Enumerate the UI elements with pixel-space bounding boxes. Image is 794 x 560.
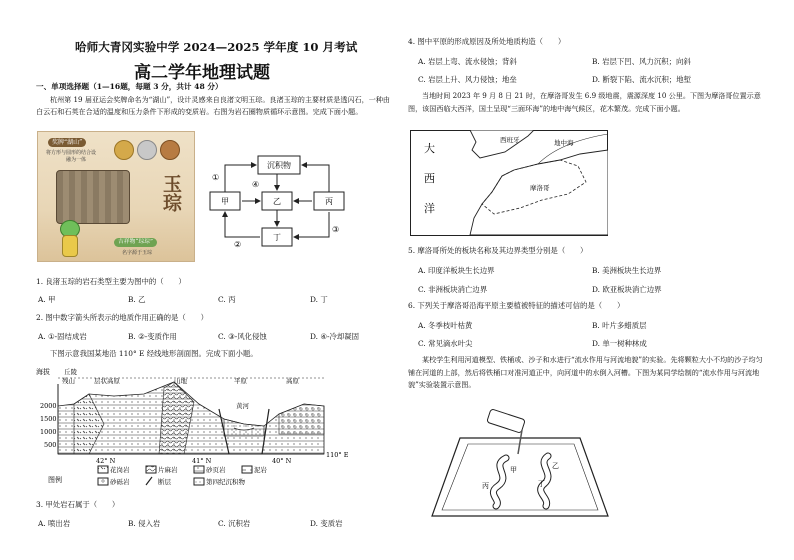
q1-option-d[interactable]: D. 丁 [310, 295, 328, 304]
intro-paragraph-3: 当地时间 2023 年 9 月 8 日 21 时，在摩洛哥发生 6.9 级地震，震源深度 10 公里。下图为摩洛哥位置示意图，该国西临大西洋，国土呈现“三面环海”的地中海气候区，花木繁茂。完成下面小题。 [408, 91, 761, 113]
section-heading: 一、单项选择题（1—16题，每题 3 分，共计 48 分） [36, 82, 223, 91]
svg-text:1000: 1000 [40, 428, 57, 436]
q6-option-a[interactable]: A. 冬季枝叶枯黄 [418, 321, 473, 330]
q5-option-b[interactable]: B. 美洲板块生长边界 [592, 266, 662, 275]
q5-option-c[interactable]: C. 非洲板块消亡边界 [418, 285, 488, 294]
atlantic-label-3: 洋 [424, 202, 435, 215]
q1-option-b[interactable]: B. 乙 [128, 295, 146, 304]
q4-option-b[interactable]: B. 岩层下凹、风力沉积；向斜 [592, 57, 691, 66]
exp-label-bing: 丙 [482, 482, 489, 490]
svg-text:①: ① [212, 173, 220, 182]
node-ding: 丁 [273, 233, 281, 242]
q6-option-d[interactable]: D. 单一树种林成 [592, 339, 647, 348]
q6-option-b[interactable]: B. 叶片多蜡质层 [592, 321, 647, 330]
svg-text:山地: 山地 [174, 377, 187, 385]
rock-cycle-diagram [204, 152, 364, 252]
svg-text:②: ② [234, 240, 242, 249]
q1-option-c[interactable]: C. 丙 [218, 295, 236, 304]
q6-option-c[interactable]: C. 常见滴水叶尖 [418, 339, 473, 348]
svg-text:片麻岩: 片麻岩 [158, 466, 178, 474]
mediterranean-label: 地中海 [554, 139, 574, 147]
intro-paragraph-2: 下图示意我国某地沿 110° E 经线地形剖面图。完成下面小题。 [50, 349, 258, 358]
bucket-icon [487, 409, 526, 433]
svg-text:2000: 2000 [40, 402, 57, 410]
svg-text:1500: 1500 [40, 415, 57, 423]
exp-label-ding: 丁 [538, 480, 545, 488]
exam-title: 哈师大青冈实验中学 2024—2025 学年度 10 月考试 [75, 40, 358, 54]
q2-option-a[interactable]: A. ①-固结成岩 [38, 332, 87, 341]
svg-text:平原: 平原 [234, 377, 247, 385]
q2-option-d[interactable]: D. ④-冷却凝固 [310, 332, 360, 341]
svg-text:砂砾岩: 砂砾岩 [110, 478, 130, 486]
river-experiment-diagram [420, 408, 620, 526]
q4-stem: 4. 图中平原的形成原因及所处地质构造（ ） [408, 37, 566, 46]
svg-text:泥岩: 泥岩 [254, 466, 267, 474]
mascot-sub: 名字源于玉琮 [122, 250, 153, 256]
svg-text:图例: 图例 [48, 476, 62, 484]
morocco-map [410, 130, 608, 236]
svg-text:40° N: 40° N [272, 457, 292, 465]
q2-option-b[interactable]: B. ②-变质作用 [128, 332, 177, 341]
jade-cong-artifact [56, 170, 130, 224]
svg-text:110° E: 110° E [326, 451, 349, 459]
svg-text:第四纪沉积物: 第四纪沉积物 [206, 478, 245, 486]
exam-subtitle: 高二学年地理试题 [134, 63, 270, 83]
q6-stem: 6. 下列关于摩洛哥沿海平原主要植被特征的描述可信的是（ ） [408, 301, 625, 310]
q5-option-d[interactable]: D. 欧亚板块消亡边界 [592, 285, 662, 294]
svg-text:丘陵: 丘陵 [64, 368, 77, 376]
svg-text:砂页岩: 砂页岩 [206, 466, 226, 474]
q3-stem: 3. 甲处岩石属于（ ） [36, 500, 120, 509]
spain-label: 西班牙 [500, 136, 520, 144]
poster-medal-label: 奖牌“湖山” [48, 138, 86, 147]
q3-option-d[interactable]: D. 变质岩 [310, 519, 343, 528]
atlantic-label-2: 西 [424, 172, 435, 185]
q4-option-c[interactable]: C. 岩层上升、风力侵蚀；地垒 [418, 75, 517, 84]
geologic-profile [34, 364, 364, 492]
intro-paragraph-4: 某校学生利用河道模型、铁桶或、沙子和水进行“流水作用与河流地貌”的实验。先将颗粒大小不均的沙子均匀铺在河道的上部，然后将铁桶口对准河道正中，向河道中的水倒入河槽。下图为某同学绘制的“流水作用与河流地貌”实验装置示意图。 [408, 355, 763, 389]
atlantic-label-1: 大 [424, 142, 435, 155]
q3-option-b[interactable]: B. 侵入岩 [128, 519, 161, 528]
q5-stem: 5. 摩洛哥所处的板块名称及其边界类型分别是（ ） [408, 246, 588, 255]
exp-label-yi: 乙 [552, 462, 559, 470]
node-jia: 甲 [221, 197, 229, 206]
q4-option-a[interactable]: A. 岩层上弯、流水侵蚀；背斜 [418, 57, 517, 66]
svg-text:高原: 高原 [286, 377, 299, 385]
svg-text:④: ④ [252, 180, 260, 189]
mascot-figure [54, 220, 84, 258]
altitude-label: 海拔 [36, 368, 50, 376]
q4-option-d[interactable]: D. 断裂下陷、流水沉积；地堑 [592, 75, 692, 84]
medals-graphic [110, 138, 190, 164]
q3-option-c[interactable]: C. 沉积岩 [218, 519, 251, 528]
q1-stem: 1. 良渚玉琮的岩石类型主要为图中的（ ） [36, 277, 186, 286]
svg-text:花岗岩: 花岗岩 [110, 466, 130, 474]
svg-text:断层: 断层 [158, 478, 171, 486]
node-yi: 乙 [273, 197, 281, 206]
q3-option-a[interactable]: A. 喷出岩 [38, 519, 71, 528]
node-bing: 丙 [325, 197, 333, 206]
q2-option-c[interactable]: C. ③-风化侵蚀 [218, 332, 267, 341]
morocco-label: 摩洛哥 [530, 184, 550, 192]
q2-stem: 2. 图中数字箭头所表示的地质作用正确的是（ ） [36, 313, 208, 322]
jade-cong-poster [37, 131, 195, 262]
mascot-label: 吉祥物“琮琮” [114, 238, 157, 247]
svg-text:42° N: 42° N [96, 457, 116, 465]
svg-text:500: 500 [44, 441, 57, 449]
poster-big-title: 玉琮 [160, 174, 182, 212]
svg-text:层状高原: 层状高原 [94, 377, 120, 385]
intro-paragraph-1: 杭州第 19 届亚运会奖牌命名为“湖山”，设计灵感来自良渚文明玉琮。良渚玉琮的主要材质是透闪石，一种由白云石和石英在合适的温度和压力条件下形成的变质岩。右图为岩石圈物质循环示意图。完成下面小题。 [36, 95, 391, 116]
exp-label-jia: 甲 [510, 466, 517, 474]
svg-text:41° N: 41° N [192, 457, 212, 465]
q5-option-a[interactable]: A. 印度洋板块生长边界 [418, 266, 495, 275]
node-sediment: 沉积物 [267, 161, 291, 170]
svg-text:黄河: 黄河 [236, 402, 249, 410]
poster-caption: 将方形与圆形的结合设 融为一体 [46, 150, 97, 163]
svg-text:③: ③ [332, 225, 340, 234]
q1-option-a[interactable]: A. 甲 [38, 295, 56, 304]
svg-text:残山: 残山 [62, 377, 75, 385]
